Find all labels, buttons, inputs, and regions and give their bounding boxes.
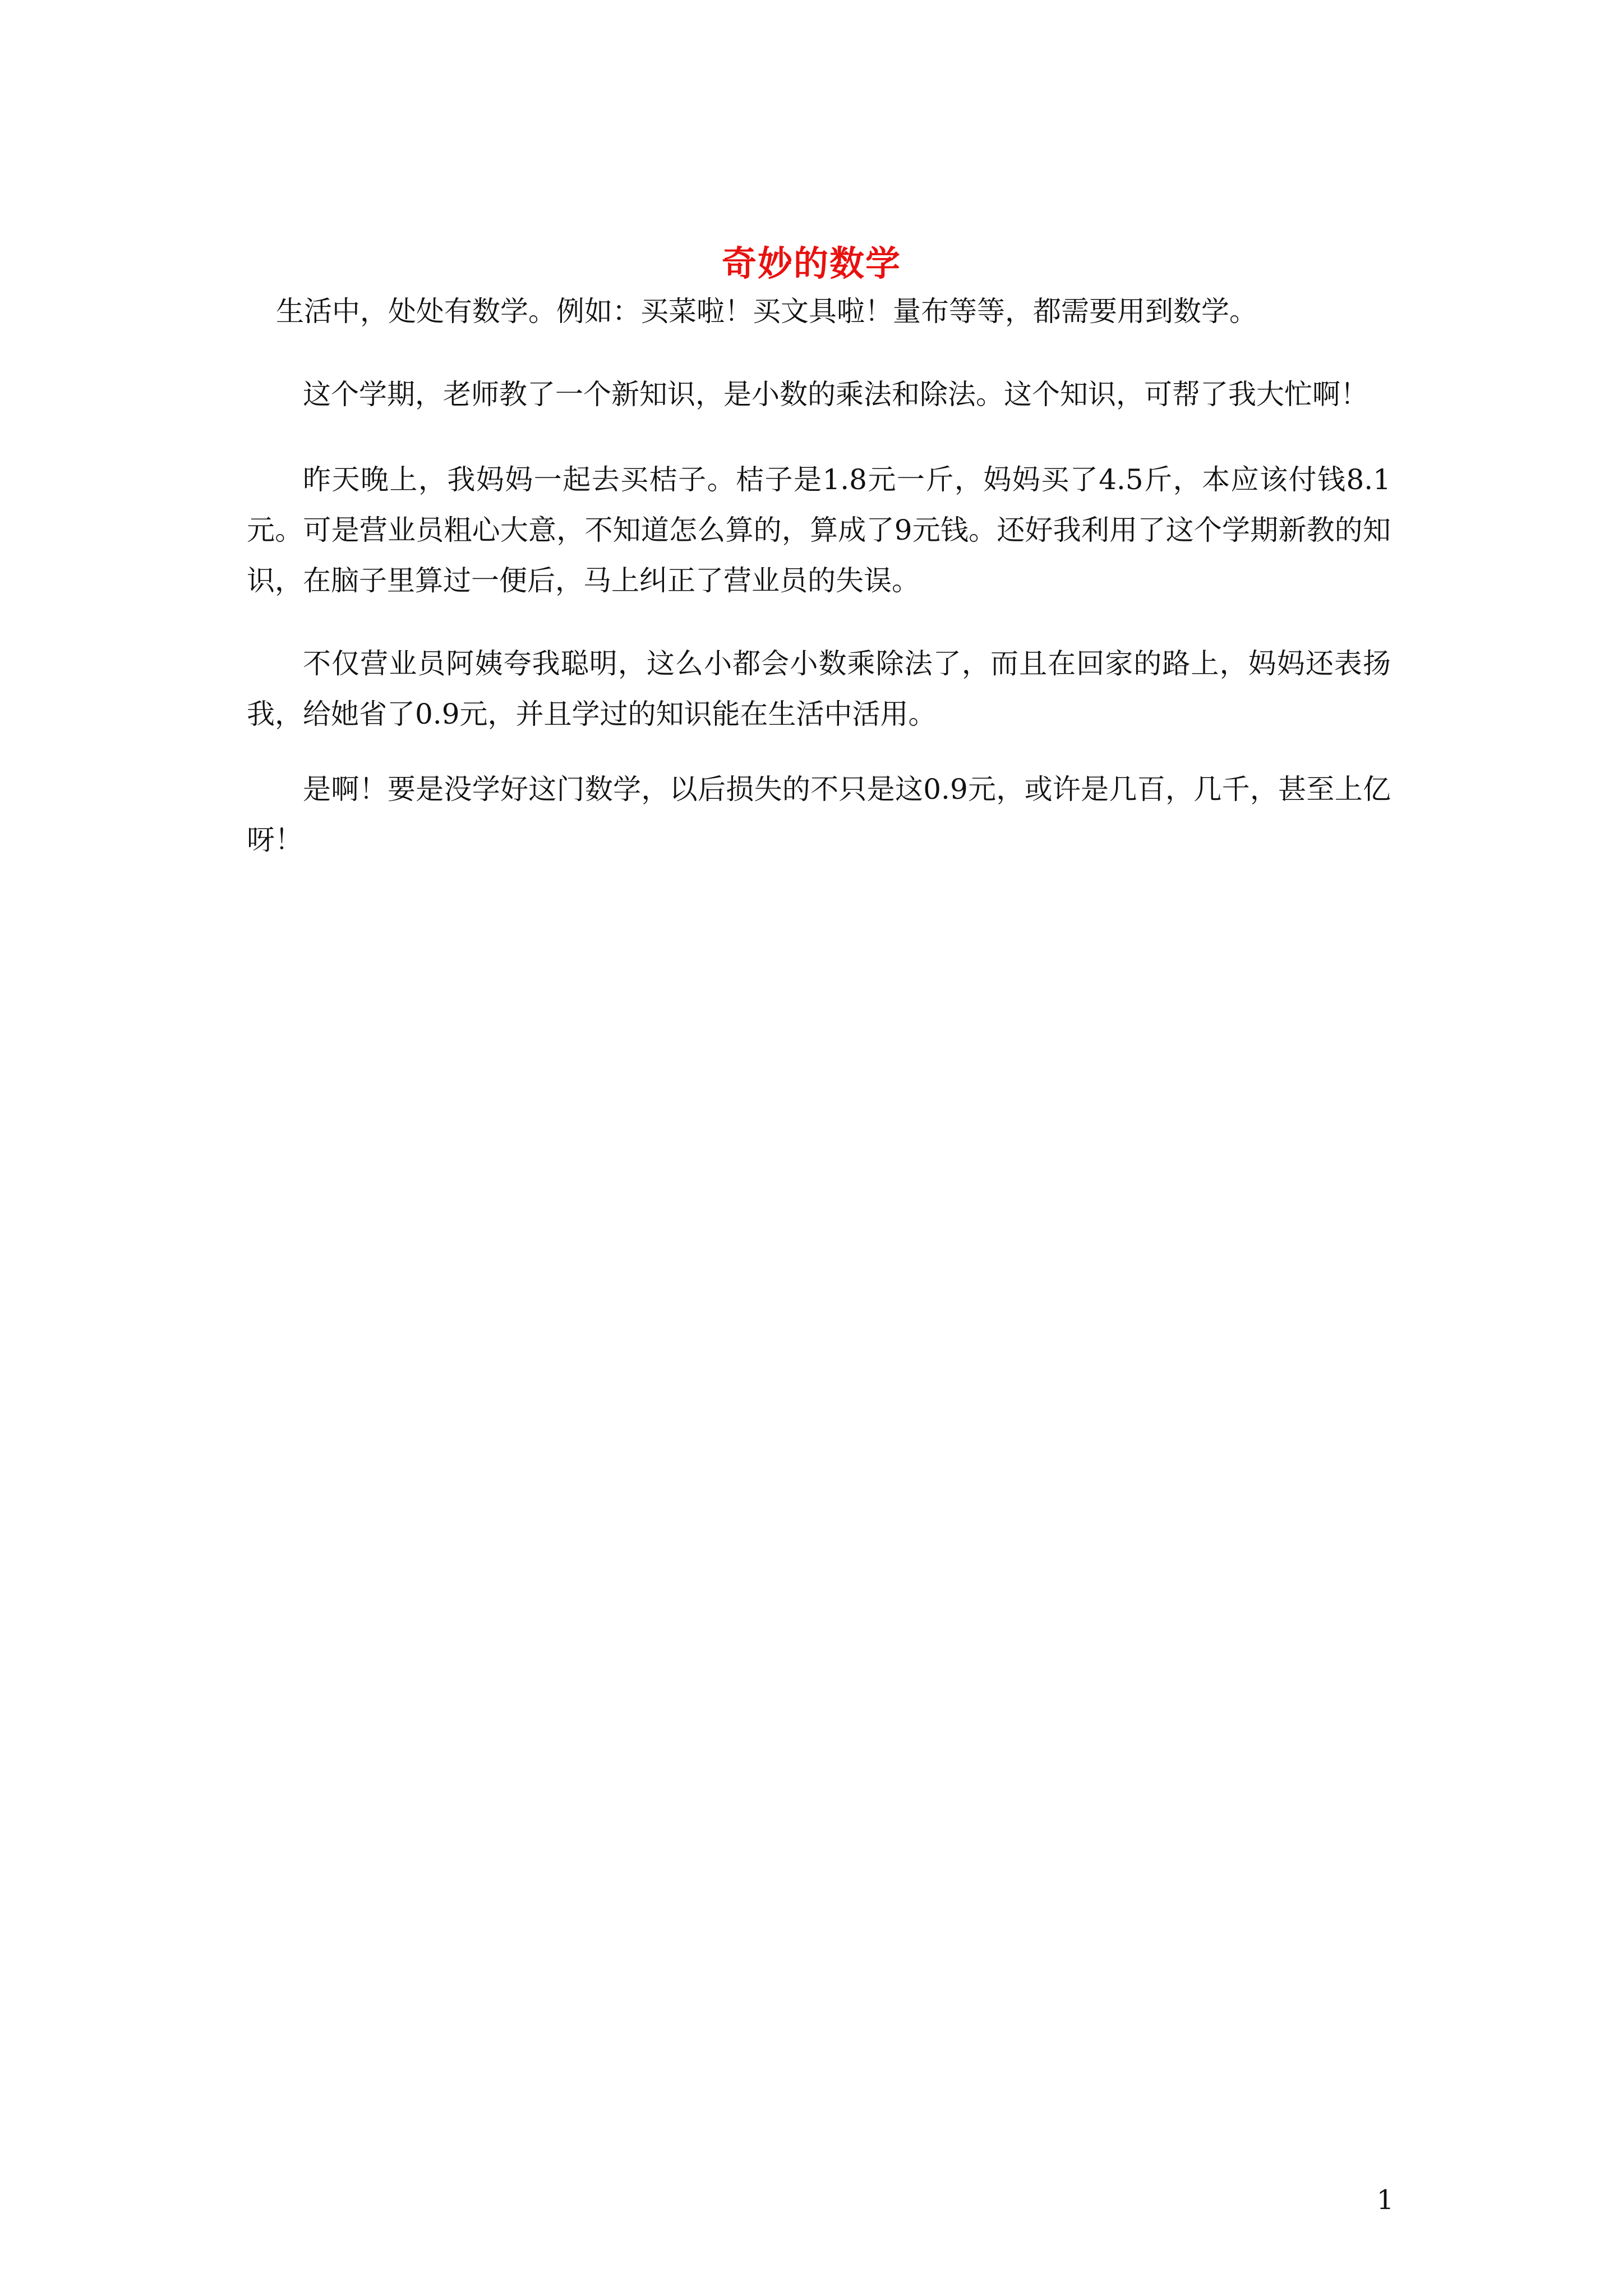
document-title: 奇妙的数学 [721, 242, 901, 284]
paragraph-4: 不仅营业员阿姨夸我聪明，这么小都会小数乘除法了，而且在回家的路上，妈妈还表扬我，给她省了0.9元，并且学过的知识能在生活中活用。 [247, 647, 1391, 730]
paragraph-2: 这个学期，老师教了一个新知识，是小数的乘法和除法。这个知识，可帮了我大忙啊！ [303, 378, 1368, 411]
paragraph-1: 生活中，处处有数学。例如：买菜啦！买文具啦！量布等等，都需要用到数学。 [276, 295, 1257, 328]
page-number: 1 [1376, 2184, 1394, 2216]
paragraph-5: 是啊！要是没学好这门数学，以后损失的不只是这0.9元，或许是几百，几千，甚至上亿呀！ [247, 773, 1391, 856]
paragraph-3: 昨天晚上，我妈妈一起去买桔子。桔子是1.8元一斤，妈妈买了4.5斤，本应该付钱8.1元。可是营业员粗心大意，不知道怎么算的，算成了9元钱。还好我利用了这个学期新教的知识，在脑子里算过一便后，马上纠正了营业员的失误。 [247, 463, 1391, 597]
